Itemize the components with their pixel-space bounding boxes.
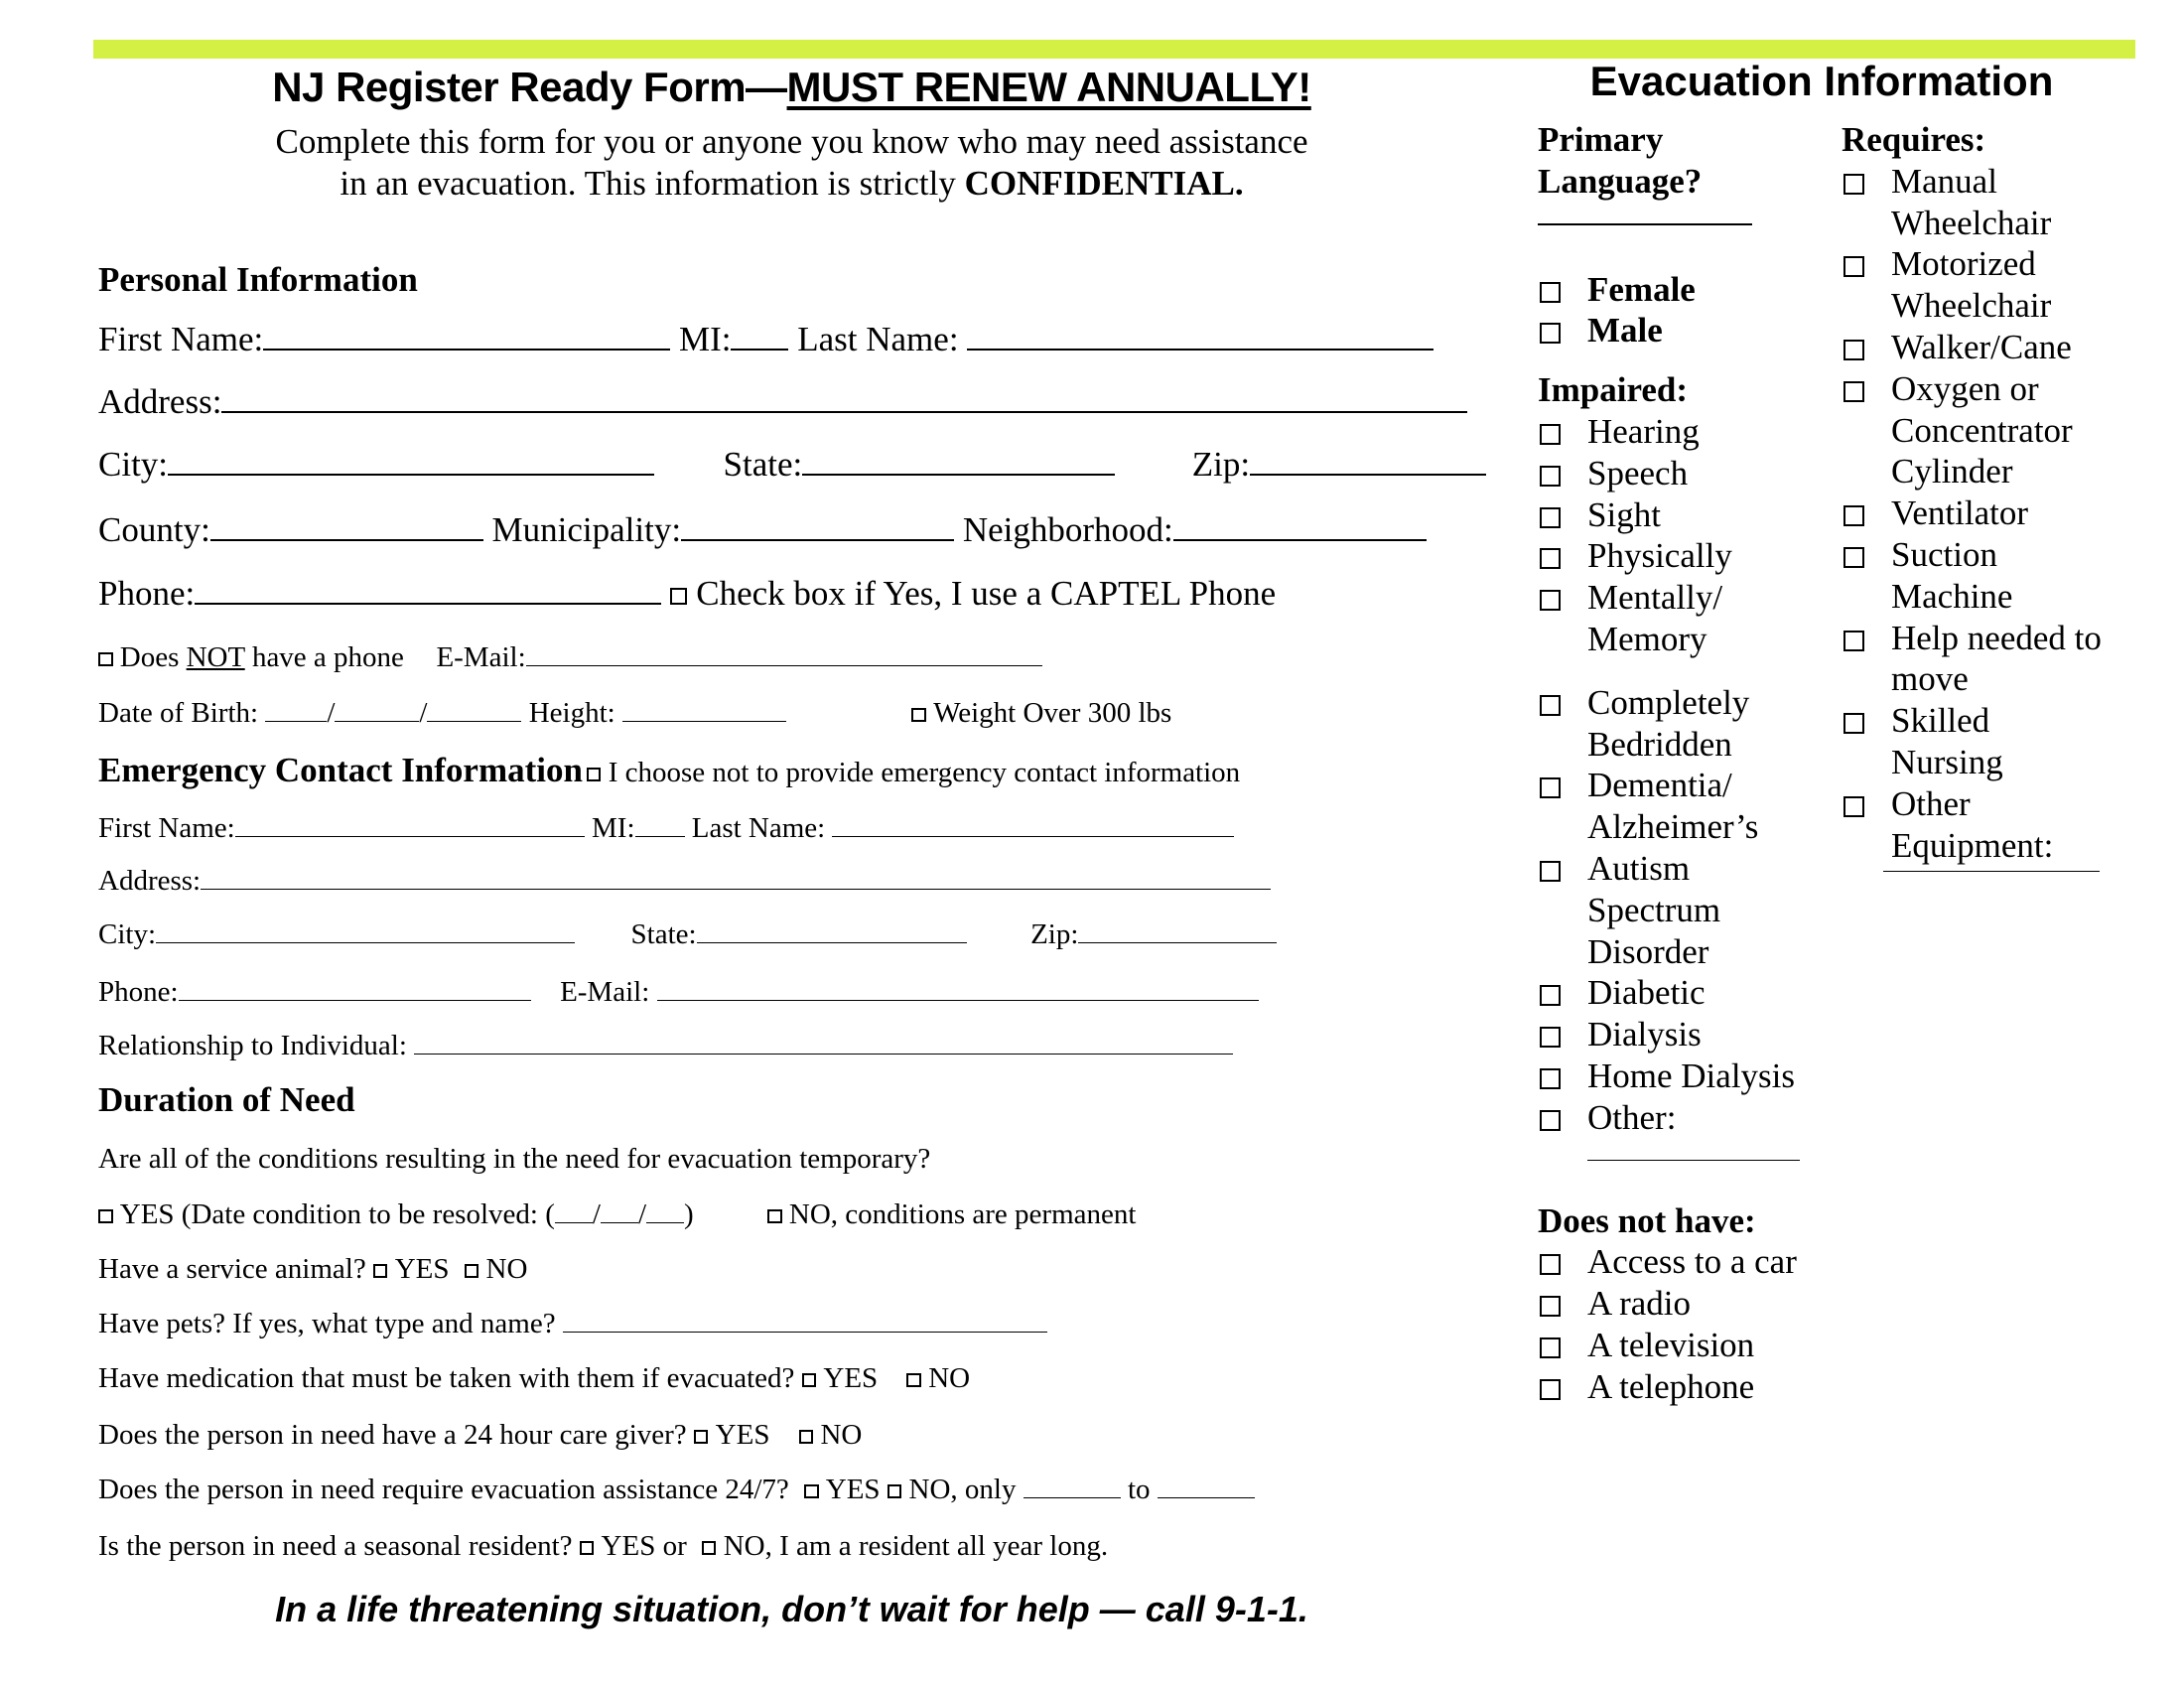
condition-label: Spectrum xyxy=(1587,890,1721,929)
ec-state-label: State: xyxy=(630,918,697,950)
requires-label: Help needed to xyxy=(1891,618,2102,657)
does-not-have-label: A television xyxy=(1587,1325,1755,1364)
neighborhood-label: Neighborhood: xyxy=(962,510,1173,549)
condition-checkbox[interactable] xyxy=(1540,861,1561,882)
email-field[interactable] xyxy=(526,664,1042,666)
title-main: NJ Register Ready Form— xyxy=(272,64,787,110)
duration-heading: Duration of Need xyxy=(98,1080,355,1119)
does-not-have-item[interactable] xyxy=(1538,1325,1836,1366)
impaired-checkbox[interactable] xyxy=(1540,466,1561,487)
confidential-label: CONFIDENTIAL. xyxy=(964,164,1244,203)
condition-checkbox[interactable] xyxy=(1540,1110,1561,1131)
weight-checkbox[interactable] xyxy=(911,708,926,723)
does-not-have-checkbox[interactable] xyxy=(1540,1296,1561,1317)
height-field[interactable] xyxy=(622,720,786,722)
language-label: Language? xyxy=(1538,161,1703,201)
ec-relationship-label: Relationship to Individual: xyxy=(98,1030,407,1061)
pets-field[interactable] xyxy=(563,1331,1047,1333)
does-not-have-list xyxy=(1538,1241,1836,1407)
gender-label: Female xyxy=(1587,269,1696,309)
dob-separator: / xyxy=(327,697,336,729)
requires-item[interactable] xyxy=(1842,783,2159,867)
requires-item[interactable] xyxy=(1842,368,2159,492)
does-not-have-item[interactable] xyxy=(1538,1366,1836,1408)
personal-city-row xyxy=(98,445,1486,485)
requires-label: Suction xyxy=(1891,534,1997,574)
no-phone-label: Does xyxy=(119,641,187,673)
ec-mi-label: MI: xyxy=(592,812,635,844)
requires-label: Wheelchair xyxy=(1891,286,2052,326)
gender-item[interactable] xyxy=(1538,310,1836,352)
emergency-heading-row xyxy=(98,751,1240,790)
personal-no-phone-row xyxy=(98,641,1042,674)
requires-item[interactable] xyxy=(1842,534,2159,618)
assist-to-field[interactable] xyxy=(1158,1496,1255,1498)
requires-label: Walker/Cane xyxy=(1891,327,2072,366)
does-not-have-checkbox[interactable] xyxy=(1540,1254,1561,1275)
emergency-city-row xyxy=(98,918,1277,951)
subtitle-line-2 xyxy=(0,163,1583,205)
phone-field[interactable] xyxy=(195,602,661,605)
impaired-item[interactable] xyxy=(1538,411,1836,453)
personal-phone-row xyxy=(98,574,1276,614)
requires-item[interactable] xyxy=(1842,243,2159,327)
condition-item[interactable] xyxy=(1538,765,1836,848)
other-equipment-field[interactable] xyxy=(1883,870,2100,872)
requires-label: Oxygen or xyxy=(1891,368,2039,408)
condition-label: Alzheimer’s xyxy=(1587,807,1759,847)
condition-item[interactable] xyxy=(1538,972,1836,1014)
requires-label: Ventilator xyxy=(1891,493,2029,533)
condition-checkbox[interactable] xyxy=(1540,985,1561,1006)
requires-label: move xyxy=(1891,659,1969,699)
pets-row xyxy=(98,1308,1047,1340)
captel-label: Check box if Yes, I use a CAPTEL Phone xyxy=(696,574,1277,613)
subtitle-text: in an evacuation. This information is strictly xyxy=(340,164,965,203)
no-label: NO xyxy=(820,1419,863,1451)
yes-label: YES xyxy=(715,1419,770,1451)
does-not-have-checkbox[interactable] xyxy=(1540,1337,1561,1358)
dob-year-field[interactable] xyxy=(427,720,521,722)
seasonal-row xyxy=(98,1530,1108,1563)
no-all-year-label: NO, I am a resident all year long. xyxy=(723,1530,1109,1562)
seasonal-no-checkbox[interactable] xyxy=(702,1541,717,1556)
zip-field[interactable] xyxy=(1250,473,1486,476)
gender-label: Male xyxy=(1587,311,1663,351)
caregiver-question: Does the person in need have a 24 hour care giver? xyxy=(98,1419,687,1451)
phone-label: Phone: xyxy=(98,574,196,613)
not-emphasis: NOT xyxy=(186,641,245,673)
ec-mi-field[interactable] xyxy=(635,835,685,837)
no-label: NO xyxy=(928,1362,971,1394)
requires-checkbox[interactable] xyxy=(1843,381,1864,402)
does-not-have-label: Access to a car xyxy=(1587,1242,1797,1282)
ec-email-label: E-Mail: xyxy=(560,976,650,1008)
state-field[interactable] xyxy=(802,473,1115,476)
requires-label: Skilled xyxy=(1891,701,1990,741)
ec-phone-label: Phone: xyxy=(98,976,179,1008)
ec-zip-field[interactable] xyxy=(1078,941,1277,943)
impaired-label: Memory xyxy=(1587,619,1707,658)
state-label: State: xyxy=(723,445,803,484)
no-phone-label-end: have a phone xyxy=(244,641,404,673)
requires-heading: Requires: xyxy=(1842,120,1986,159)
impaired-item[interactable] xyxy=(1538,577,1836,660)
assist247-yes-checkbox[interactable] xyxy=(804,1484,819,1499)
requires-checkbox[interactable] xyxy=(1843,631,1864,651)
emergency-footer: In a life threatening situation, don’t wait for help — call 9-1-1. xyxy=(275,1589,1308,1629)
condition-item[interactable] xyxy=(1538,682,1836,766)
resolve-year-field[interactable] xyxy=(646,1221,684,1223)
caregiver-yes-checkbox[interactable] xyxy=(694,1430,709,1445)
first-name-field[interactable] xyxy=(263,348,670,351)
ec-city-label: City: xyxy=(98,918,157,950)
emergency-phone-row xyxy=(98,976,1259,1009)
last-name-field[interactable] xyxy=(967,348,1433,351)
yes-label: YES xyxy=(825,1474,881,1505)
ec-last-name-label: Last Name: xyxy=(691,812,826,844)
condition-label: Dementia/ xyxy=(1587,766,1732,805)
temporary-answer-row xyxy=(98,1198,1136,1231)
emergency-address-row xyxy=(98,865,1271,898)
gender-item[interactable] xyxy=(1538,269,1836,311)
requires-checkbox[interactable] xyxy=(1843,256,1864,277)
personal-county-row xyxy=(98,510,1427,550)
title-emphasis: MUST RENEW ANNUALLY! xyxy=(786,64,1311,110)
first-name-label: First Name: xyxy=(98,320,264,358)
ec-first-name-field[interactable] xyxy=(235,835,585,837)
service-animal-yes-checkbox[interactable] xyxy=(373,1264,388,1279)
impaired-label: Mentally/ xyxy=(1587,578,1723,618)
assist247-row xyxy=(98,1474,1255,1506)
evac-right-column xyxy=(1842,119,2159,908)
personal-name-row xyxy=(98,320,1433,359)
date-separator: / xyxy=(592,1198,601,1230)
medication-yes-checkbox[interactable] xyxy=(802,1373,817,1388)
requires-label: Cylinder xyxy=(1891,452,2013,492)
city-label: City: xyxy=(98,445,169,484)
address-field[interactable] xyxy=(221,410,1467,413)
requires-checkbox[interactable] xyxy=(1843,713,1864,734)
mi-label: MI: xyxy=(678,320,732,358)
evac-left-column xyxy=(1538,119,1836,1408)
service-animal-question: Have a service animal? xyxy=(98,1253,366,1285)
does-not-have-item[interactable] xyxy=(1538,1241,1836,1283)
condition-label: Other: xyxy=(1587,1097,1677,1137)
seasonal-question: Is the person in need a seasonal resident? xyxy=(98,1530,573,1562)
no-only-label: NO, only xyxy=(908,1474,1017,1505)
impaired-checkbox[interactable] xyxy=(1540,507,1561,528)
condition-item[interactable] xyxy=(1538,848,1836,972)
yes-label: YES xyxy=(823,1362,879,1394)
requires-checkbox[interactable] xyxy=(1843,547,1864,568)
requires-checkbox[interactable] xyxy=(1843,340,1864,360)
gender-checkbox[interactable] xyxy=(1540,323,1561,344)
impaired-label: Sight xyxy=(1587,494,1661,534)
personal-heading: Personal Information xyxy=(98,260,418,299)
impaired-label: Physically xyxy=(1587,536,1732,576)
form-title xyxy=(0,64,1583,111)
ec-relationship-field[interactable] xyxy=(414,1053,1233,1055)
impaired-item[interactable] xyxy=(1538,535,1836,577)
does-not-have-checkbox[interactable] xyxy=(1540,1379,1561,1400)
ec-first-name-label: First Name: xyxy=(98,812,235,844)
requires-checkbox[interactable] xyxy=(1843,796,1864,817)
ec-last-name-field[interactable] xyxy=(832,835,1234,837)
ec-city-field[interactable] xyxy=(156,941,575,943)
requires-checkbox[interactable] xyxy=(1843,505,1864,526)
date-separator: / xyxy=(637,1198,646,1230)
assist247-no-checkbox[interactable] xyxy=(887,1484,902,1499)
gender-list xyxy=(1538,269,1836,352)
emergency-opt-out-label: I choose not to provide emergency contact information xyxy=(608,757,1241,788)
subtitle-line-1: Complete this form for you or anyone you know who may need assistance xyxy=(275,122,1308,161)
to-label: to xyxy=(1128,1474,1151,1505)
municipality-field[interactable] xyxy=(681,538,954,541)
requires-checkbox[interactable] xyxy=(1843,174,1864,195)
temporary-yes-label: YES (Date condition to be resolved: ( xyxy=(119,1198,555,1230)
condition-label: Dialysis xyxy=(1587,1015,1702,1055)
condition-label: Bedridden xyxy=(1587,724,1732,764)
gender-checkbox[interactable] xyxy=(1540,282,1561,303)
condition-checkbox[interactable] xyxy=(1540,1027,1561,1048)
condition-label: Autism xyxy=(1587,848,1691,888)
resolve-month-field[interactable] xyxy=(555,1221,593,1223)
personal-address-row xyxy=(98,382,1467,422)
medication-row xyxy=(98,1362,970,1395)
weight-label: Weight Over 300 lbs xyxy=(933,697,1172,729)
emergency-heading: Emergency Contact Information xyxy=(98,751,583,789)
dob-separator: / xyxy=(419,697,428,729)
seasonal-yes-checkbox[interactable] xyxy=(580,1541,595,1556)
municipality-label: Municipality: xyxy=(491,510,682,549)
personal-dob-row xyxy=(98,697,1171,730)
yes-label: YES xyxy=(394,1253,450,1285)
requires-item[interactable] xyxy=(1842,700,2159,783)
service-animal-row xyxy=(98,1253,527,1286)
impaired-item[interactable] xyxy=(1538,453,1836,494)
impaired-checkbox[interactable] xyxy=(1540,424,1561,445)
temporary-yes-checkbox[interactable] xyxy=(98,1209,113,1224)
resolve-day-field[interactable] xyxy=(601,1221,638,1223)
accent-bar xyxy=(93,40,2135,59)
condition-label: Disorder xyxy=(1587,931,1709,971)
county-field[interactable] xyxy=(210,538,483,541)
requires-label: Concentrator xyxy=(1891,410,2073,450)
condition-label: Completely xyxy=(1587,682,1750,722)
evacuation-title: Evacuation Information xyxy=(1589,58,2054,104)
requires-item[interactable] xyxy=(1842,618,2159,701)
medication-question: Have medication that must be taken with them if evacuated? xyxy=(98,1362,795,1394)
requires-label: Motorized xyxy=(1891,244,2036,284)
impaired-item[interactable] xyxy=(1538,494,1836,536)
last-name-label: Last Name: xyxy=(797,320,959,358)
language-field[interactable] xyxy=(1538,222,1752,225)
address-label: Address: xyxy=(98,382,222,421)
requires-item[interactable] xyxy=(1842,161,2159,244)
does-not-have-label: A telephone xyxy=(1587,1366,1755,1406)
requires-label: Manual xyxy=(1891,161,1997,201)
requires-label: Wheelchair xyxy=(1891,203,2052,242)
height-label: Height: xyxy=(528,697,615,729)
ec-zip-label: Zip: xyxy=(1030,918,1079,950)
ec-address-label: Address: xyxy=(98,865,202,897)
impaired-heading: Impaired: xyxy=(1538,370,1689,410)
captel-checkbox[interactable] xyxy=(670,588,688,606)
dob-day-field[interactable] xyxy=(335,720,419,722)
requires-label: Other xyxy=(1891,783,1971,823)
ec-state-field[interactable] xyxy=(697,941,967,943)
assist-from-field[interactable] xyxy=(1024,1496,1121,1498)
requires-list xyxy=(1842,161,2159,867)
condition-checkbox[interactable] xyxy=(1540,695,1561,716)
permanent-no-label: NO, conditions are permanent xyxy=(788,1198,1137,1230)
does-not-have-heading: Does not have: xyxy=(1538,1200,1756,1240)
medication-no-checkbox[interactable] xyxy=(906,1373,921,1388)
emergency-relationship-row xyxy=(98,1030,1233,1062)
zip-label: Zip: xyxy=(1191,445,1251,484)
does-not-have-item[interactable] xyxy=(1538,1283,1836,1325)
city-field[interactable] xyxy=(168,473,654,476)
email-label: E-Mail: xyxy=(436,641,526,673)
impaired-checkbox[interactable] xyxy=(1540,590,1561,611)
assist247-question: Does the person in need require evacuation assistance 24/7? xyxy=(98,1474,789,1505)
ec-phone-field[interactable] xyxy=(179,999,531,1001)
condition-item[interactable] xyxy=(1538,1014,1836,1055)
condition-item[interactable] xyxy=(1538,1097,1836,1139)
service-animal-no-checkbox[interactable] xyxy=(465,1264,479,1279)
condition-checkbox[interactable] xyxy=(1540,1068,1561,1089)
condition-label: Diabetic xyxy=(1587,973,1706,1013)
impaired-label: Hearing xyxy=(1587,411,1700,451)
emergency-name-row xyxy=(98,812,1234,845)
emergency-opt-out-checkbox[interactable] xyxy=(587,768,602,782)
no-label: NO xyxy=(485,1253,528,1285)
q-temporary: Are all of the conditions resulting in the need for evacuation temporary? xyxy=(98,1143,931,1175)
requires-label: Equipment: xyxy=(1891,825,2054,865)
impaired-checkbox[interactable] xyxy=(1540,548,1561,569)
yes-or-label: YES or xyxy=(601,1530,687,1562)
pets-question: Have pets? If yes, what type and name? xyxy=(98,1308,556,1339)
language-label: Primary xyxy=(1538,120,1664,159)
requires-item[interactable] xyxy=(1842,492,2159,534)
neighborhood-field[interactable] xyxy=(1173,538,1427,541)
permanent-no-checkbox[interactable] xyxy=(767,1209,782,1224)
ec-address-field[interactable] xyxy=(201,888,1271,890)
other-condition-field[interactable] xyxy=(1587,1159,1800,1161)
mi-field[interactable] xyxy=(731,348,788,351)
no-phone-checkbox[interactable] xyxy=(98,652,113,667)
ec-email-field[interactable] xyxy=(657,999,1259,1001)
condition-item[interactable] xyxy=(1538,1055,1836,1097)
requires-label: Machine xyxy=(1891,576,2013,616)
does-not-have-label: A radio xyxy=(1587,1284,1692,1324)
condition-label: Home Dialysis xyxy=(1587,1055,1796,1095)
requires-label: Nursing xyxy=(1891,742,2003,781)
caregiver-row xyxy=(98,1419,862,1452)
caregiver-no-checkbox[interactable] xyxy=(799,1430,814,1445)
county-label: County: xyxy=(98,510,210,549)
conditions-list xyxy=(1538,682,1836,1139)
requires-item[interactable] xyxy=(1842,327,2159,368)
dob-month-field[interactable] xyxy=(265,720,327,722)
condition-checkbox[interactable] xyxy=(1540,777,1561,798)
dob-label: Date of Birth: xyxy=(98,697,259,729)
date-close: ) xyxy=(684,1198,694,1230)
impaired-label: Speech xyxy=(1587,453,1689,492)
impaired-list xyxy=(1538,411,1836,660)
